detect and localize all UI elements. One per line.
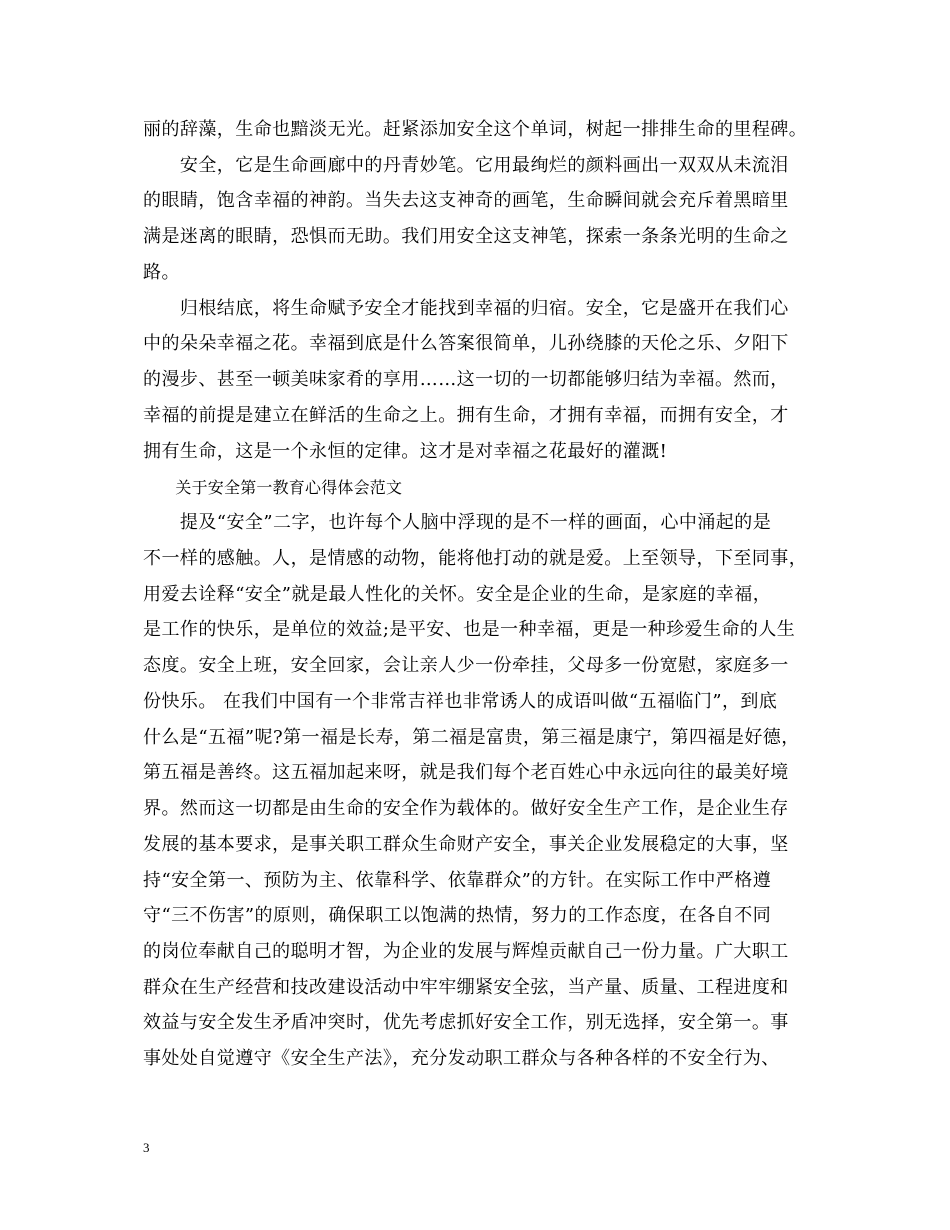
section-heading: 关于安全第一教育心得体会范文 [143, 478, 403, 497]
text-line: 界。然而这一切都是由生命的安全作为载体的。做好安全生产工作，是企业生存 [143, 798, 789, 819]
text-line: 事处处自觉遵守《安全生产法》，充分发动职工群众与各种各样的不安全行为、 [143, 1048, 780, 1069]
page-number: 3 [143, 1140, 150, 1155]
text-line: 的漫步、甚至一顿美味家肴的享用……这一切的一切都能够归结为幸福。然而， [143, 369, 789, 390]
text-line: 不一样的感触。人，是情感的动物，能将他打动的就是爱。上至领导，下至同事， [143, 548, 808, 569]
text-line: 份快乐。 在我们中国有一个非常吉祥也非常诱人的成语叫做“五福临门”，到底 [143, 691, 778, 712]
text-line: 中的朵朵幸福之花。幸福到底是什么答案很简单，儿孙绕膝的天伦之乐、夕阳下 [143, 333, 789, 354]
text-line: 归根结底，将生命赋予安全才能找到幸福的归宿。安全，它是盛开在我们心 [143, 298, 789, 319]
text-line: 是工作的快乐，是单位的效益;是平安、也是一种幸福，更是一种珍爱生命的人生 [143, 619, 796, 640]
text-line: 的眼睛，饱含幸福的神韵。当失去这支神奇的画笔，生命瞬间就会充斥着黑暗里 [143, 190, 789, 211]
text-line: 发展的基本要求，是事关职工群众生命财产安全，事关企业发展稳定的大事，坚 [143, 834, 789, 855]
text-line: 安全，它是生命画廊中的丹青妙笔。它用最绚烂的颜料画出一双双从未流泪 [143, 155, 789, 176]
text-line: 幸福的前提是建立在鲜活的生命之上。拥有生命，才拥有幸福，而拥有安全，才 [143, 405, 789, 426]
text-line: 的岗位奉献自己的聪明才智，为企业的发展与辉煌贡献自己一份力量。广大职工 [143, 941, 789, 962]
text-line: 持“安全第一、预防为主、依靠科学、依靠群众”的方针。在实际工作中严格遵 [143, 870, 772, 891]
text-line: 丽的辞藻，生命也黯淡无光。赶紧添加安全这个单词，树起一排排生命的里程碑。 [143, 119, 808, 140]
text-line: 什么是“五福”呢?第一福是长寿，第二福是富贵，第三福是康宁，第四福是好德， [143, 727, 800, 748]
text-line: 满是迷离的眼睛，恐惧而无助。我们用安全这支神笔，探索一条条光明的生命之 [143, 226, 789, 247]
text-line: 效益与安全发生矛盾冲突时，优先考虑抓好安全工作，别无选择，安全第一。事 [143, 1012, 789, 1033]
text-line: 提及“安全”二字，也许每个人脑中浮现的是不一样的画面，心中涌起的是 [143, 512, 772, 533]
text-line: 群众在生产经营和技改建设活动中牢牢绷紧安全弦，当产量、质量、工程进度和 [143, 977, 789, 998]
text-line: 路。 [143, 262, 180, 283]
text-line: 用爱去诠释“安全”就是最人性化的关怀。安全是企业的生命，是家庭的幸福， [143, 584, 772, 605]
text-line: 守“三不伤害”的原则，确保职工以饱满的热情，努力的工作态度，在各自不同 [143, 905, 772, 926]
text-line: 拥有生命，这是一个永恒的定律。这才是对幸福之花最好的灌溉! [143, 441, 668, 462]
text-line: 第五福是善终。这五福加起来呀，就是我们每个老百姓心中永远向往的最美好境 [143, 762, 789, 783]
text-line: 态度。安全上班，安全回家，会让亲人少一份牵挂，父母多一份宽慰，家庭多一 [143, 655, 789, 676]
